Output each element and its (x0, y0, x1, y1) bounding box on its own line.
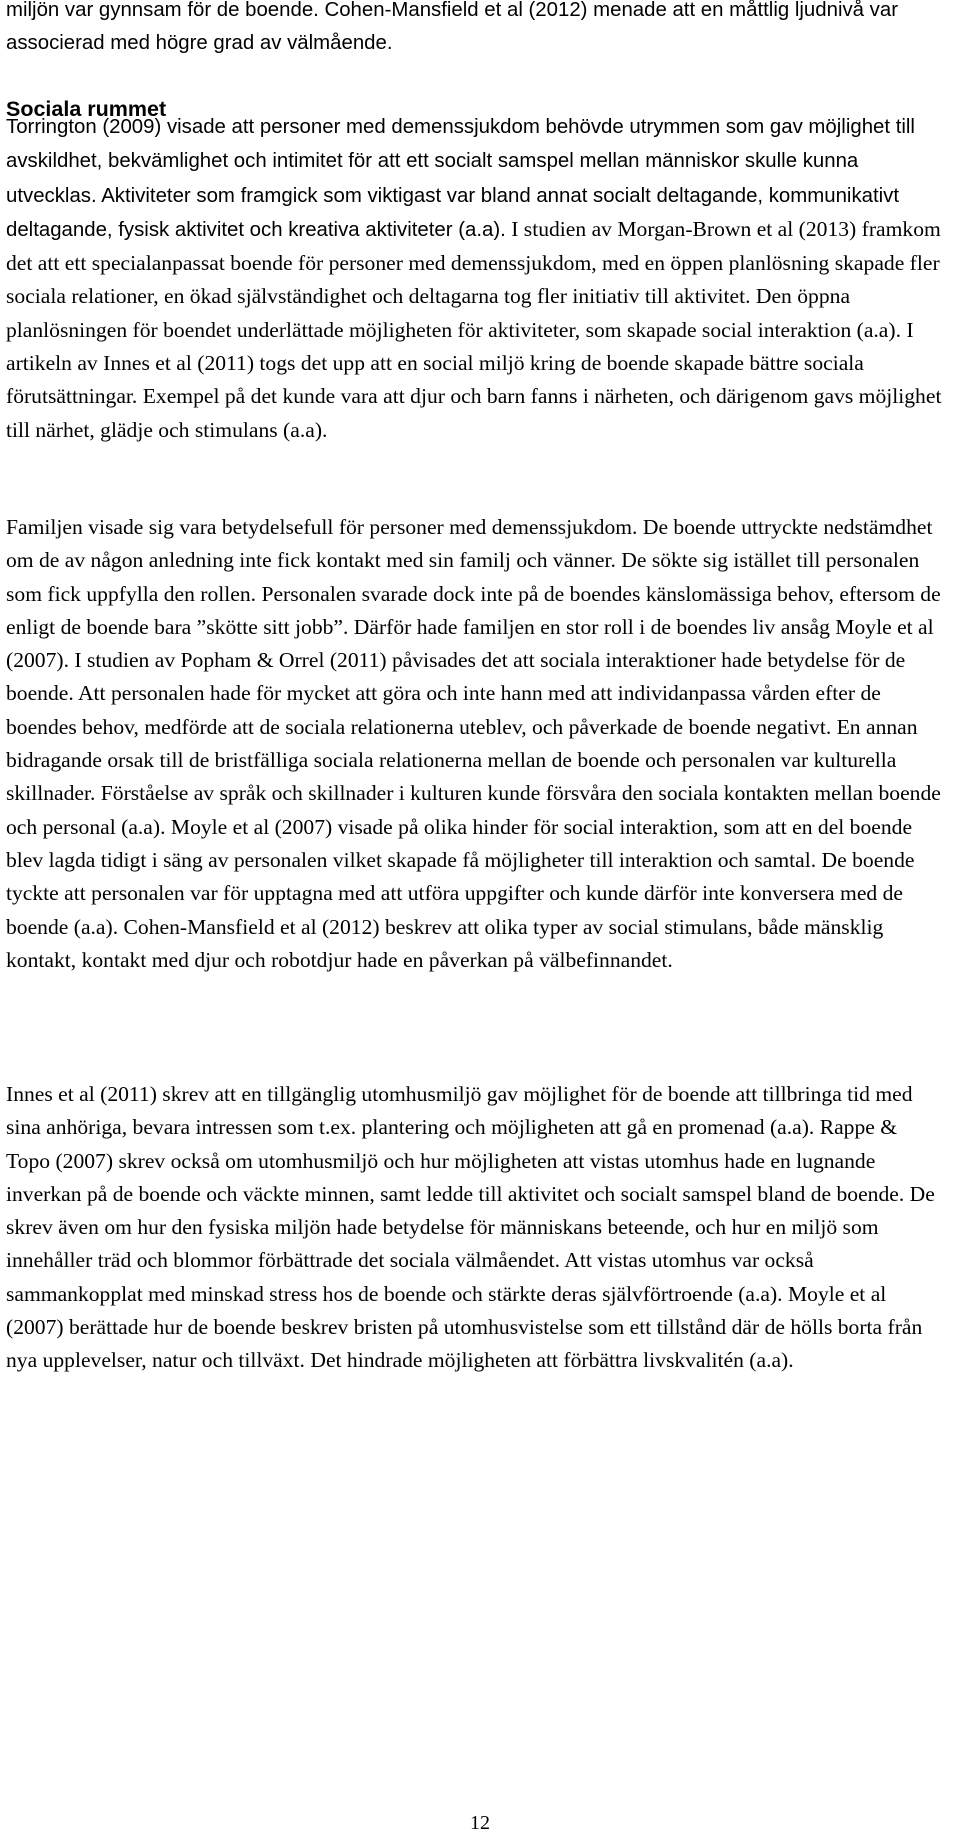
paragraph-intro-continuation (6, 0, 946, 61)
paragraph-intro-text: miljön var gynnsam för de boende. Cohen-Mansfield et al (2012) menade att en måttlig ljudnivå var associerad med högre grad av välmående. (6, 0, 899, 55)
page-number: 12 (470, 1812, 490, 1834)
paragraph-social-room-part2: I studien av Morgan-Brown et al (2013) framkom det att ett specialanpassat boende för personer med demenssjukdom, med en öppen planlösning skapade fler sociala relationer, en ökad självständighet och deltagarna tog fler initiativ till aktivitet. Den öppna planlösningen för boendet underlättade möjligheten för aktiviteter, som skapade social interaktion (a.a). I artikeln av Innes et al (2011) togs det upp att en social miljö kring de boende skapade bättre sociala förutsättningar. Exempel på det kunde vara att djur och barn fanns i närheten, och därigenom gavs möjlighet till närhet, glädje och stimulans (a.a). (6, 216, 942, 442)
paragraph-outdoor-environment: Innes et al (2011) skrev att en tillgänglig utomhusmiljö gav möjlighet för de boende att tillbringa tid med sina anhöriga, bevara intressen som t.ex. plantering och möjligheten att gå en promenad (a.a). Rappe & Topo (2007) skrev också om utomhusmiljö och hur möjligheten att vistas utomhus hade en lugnande inverkan på de boende och väckte minnen, samt ledde till aktivitet och socialt samspel bland de boende. De skrev även om hur den fysiska miljön hade betydelse för människans beteende, och hur en miljö som innehåller träd och blommor förbättrade det sociala välmåendet. Att vistas utomhus var också sammankopplat med minskad stress hos de boende och stärkte deras självförtroende (a.a). Moyle et al (2007) berättade hur de boende beskrev bristen på utomhusvistelse som ett tillstånd där de hölls borta från nya upplevelser, natur och tillväxt. Det hindrade möjligheten att förbättra livskvalitén (a.a). (6, 1082, 935, 1373)
paragraph-social-room (6, 110, 946, 447)
paragraph-family: Familjen visade sig vara betydelsefull för personer med demenssjukdom. De boende uttryckte nedstämdhet om de av någon anledning inte fick kontakt med sin familj och vänner. De sökte sig istället till personalen som fick uppfylla den rollen. Personalen svarade dock inte på de boendes känslomässiga behov, eftersom de enligt de boende bara ”skötte sitt jobb”. Därför hade familjen en stor roll i de boendes liv ansåg Moyle et al (2007). I studien av Popham & Orrel (2011) påvisades det att sociala interaktioner hade betydelse för de boende. Att personalen hade för mycket att göra och inte hann med att individanpassa vården efter de boendes behov, medförde att de sociala relationerna uteblev, och påverkade de boende negativt. En annan bidragande orsak till de bristfälliga sociala relationerna mellan de boende och personalen var kulturella skillnader. Förståelse av språk och skillnader i kulturen kunde försvåra den sociala kontakten mellan boende och personal (a.a). Moyle et al (2007) visade på olika hinder för social interaktion, som att en del boende blev lagda tidigt i säng av personalen vilket skapade få möjligheter till interaktion och samtal. De boende tyckte att personalen var för upptagna med att utföra uppgifter och kunde därför inte konversera med de boende (a.a). Cohen-Mansfield et al (2012) beskrev att olika typer av social stimulans, både mänsklig kontakt, kontakt med djur och robotdjur hade en påverkan på välbefinnandet. (6, 515, 941, 972)
paragraph-social-room-part1: Torrington (2009) visade att personer med demenssjukdom behövde utrymmen som gav möjlighet till avskildhet, bekvämlighet och intimitet för att ett socialt samspel mellan människor skulle kunna utvecklas. Aktiviteter som framgick som viktigast var bland annat socialt deltagande, kommunikativt deltagande, fysisk aktivitet och kreativa aktiviteter (a.a). (6, 116, 915, 241)
section-heading: Sociala rummet (6, 97, 167, 121)
